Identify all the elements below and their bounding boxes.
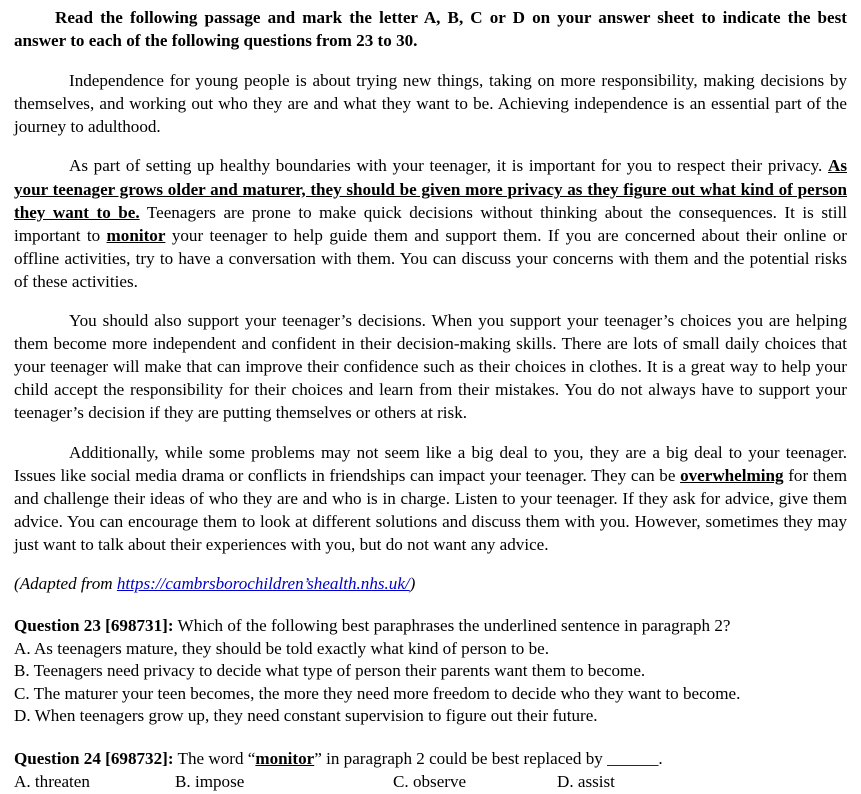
question-24-text-1: The word “ — [173, 749, 256, 769]
instruction-heading — [14, 6, 847, 52]
question-24-text-2: ” in paragraph 2 could be best replaced by — [314, 749, 608, 769]
keyword-monitor: monitor — [106, 225, 166, 245]
source-attribution — [14, 572, 847, 595]
question-23-text: Which of the following best paraphrases the underlined sentence in paragraph 2? — [173, 616, 731, 636]
paragraph-1-text: Independence for young people is about trying new things, taking on more responsibility, making decisions by themselves, and working out who they are and what they want to be. Achieving independence is an essential part of the journey to adulthood. — [14, 71, 847, 137]
paragraph-4-end: for them and challenge their ideas of who they are and who is in charge. Listen to your teenager. If they ask for advice, give them advice. You can encourage them to look at different solutions and discuss them with you. However, sometimes they may just want to talk about their experiences with you, but do not want any advice. — [14, 465, 847, 554]
question-24-stem — [14, 748, 847, 771]
passage-paragraph-3 — [14, 309, 847, 424]
question-23-label: Question 23 [698731]: — [14, 616, 174, 636]
paragraph-2-end: your teenager to help guide them and support them. If you are concerned about their online or offline activities, try to have a conversation with them. You can discuss your concerns with them and the potential risks of these activities. — [14, 225, 847, 291]
question-23-option-d[interactable]: D. When teenagers grow up, they need constant supervision to figure out their future. — [14, 706, 598, 726]
question-24-label: Question 24 [698732]: — [14, 749, 174, 769]
paragraph-4-intro: Additionally, while some problems may not seem like a big deal to you, they are a big deal to your teenager. Issues like social media drama or conflicts in friendships can impact your teenager. They can be — [14, 442, 847, 485]
question-23-option-b[interactable]: B. Teenagers need privacy to decide what type of person their parents want them to become. — [14, 661, 646, 681]
paragraph-3-text: You should also support your teenager’s decisions. When you support your teenager’s choices you are helping them become more independent and confident in their decision-making skills. There are lots of small daily choices that your teenager will make that can improve their confidence such as their choices in clothes. It is a great way to help your child accept the responsibility for their choices and learn from their mistakes. You do not always have to support your teenager’s decision if they are putting themselves or others at risk. — [14, 311, 847, 423]
question-23-block — [14, 615, 847, 728]
question-24-blank: ______ — [607, 749, 659, 769]
instruction-text: Read the following passage and mark the letter A, B, C or D on your answer sheet to indicate the best answer to each of the following questions from 23 to 30. — [14, 8, 847, 51]
passage-paragraph-4 — [14, 441, 847, 556]
passage-paragraph-1 — [14, 69, 847, 138]
source-prefix: (Adapted from — [14, 573, 117, 593]
paragraph-2-middle: Teenagers are prone to make quick decisions without thinking about the consequences. It is still important to — [14, 202, 847, 245]
question-24-text-3: . — [658, 749, 663, 769]
passage-paragraph-2 — [14, 154, 847, 293]
question-24-option-c[interactable]: C. observe — [393, 771, 467, 791]
question-23-option-c[interactable]: C. The maturer your teen becomes, the more they need more freedom to decide who they want to become. — [14, 683, 741, 703]
source-link[interactable]: https://cambrsborochildren’shealth.nhs.uk/ — [116, 573, 410, 593]
underlined-sentence: As your teenager grows older and maturer, they should be given more privacy as they figure out what kind of person they want to be. — [14, 156, 847, 222]
keyword-overwhelming: overwhelming — [680, 465, 784, 485]
source-suffix: ) — [409, 573, 416, 593]
question-24-block — [14, 748, 847, 794]
question-24-option-a[interactable]: A. threaten — [14, 771, 90, 791]
question-24-keyword: monitor — [255, 749, 315, 769]
question-24-option-d[interactable]: D. assist — [557, 771, 615, 791]
question-24-option-b[interactable]: B. impose — [175, 771, 245, 791]
paragraph-2-intro: As part of setting up healthy boundaries with your teenager, it is important for you to respect their privacy. — [69, 156, 828, 176]
question-23-stem — [14, 615, 847, 638]
question-23-option-a[interactable]: A. As teenagers mature, they should be told exactly what kind of person to be. — [14, 638, 549, 658]
question-24-options-row — [14, 771, 847, 794]
